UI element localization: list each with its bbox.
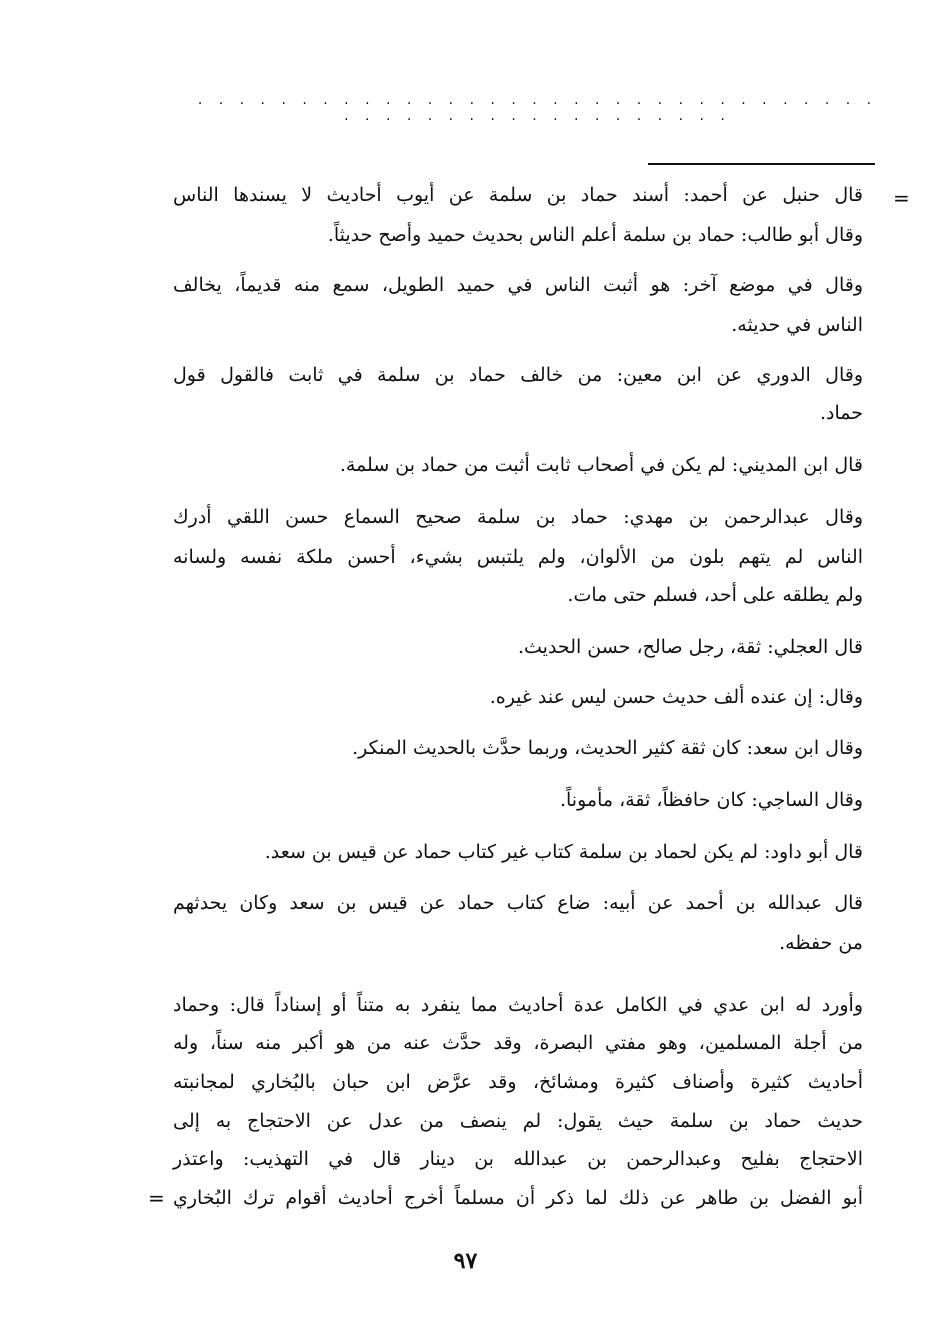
text-line-6: حماد. <box>819 402 863 424</box>
text-line-23: أبو الفضل بن طاهر عن ذلك لما ذكر أن مسلماً أخرج أحاديث أقوام ترك البُخاري <box>173 1187 863 1209</box>
text-line-3: وقال في موضع آخر: هو أثبت الناس في حميد الطويل، سمع منه قديماً، يخالف <box>173 274 863 296</box>
text-line-12: وقال: إن عنده ألف حديث حسن ليس عند غيره. <box>489 686 863 708</box>
text-line-22: الاحتجاج بفليح وعبدالرحمن بن عبدالله بن دينار قال في التهذيب: واعتذر <box>173 1148 863 1170</box>
text-line-17: من حفظه. <box>779 932 863 954</box>
text-line-5: وقال الدوري عن ابن معين: من خالف حماد بن سلمة في ثابت فالقول قول <box>173 364 863 386</box>
page-number: ٩٧ <box>453 1248 478 1274</box>
text-line-2: وقال أبو طالب: حماد بن سلمة أعلم الناس بحديث حميد وأصح حديثاً. <box>327 224 863 246</box>
text-line-4: الناس في حديثه. <box>731 314 863 336</box>
text-line-18: وأورد له ابن عدي في الكامل عدة أحاديث مما ينفرد به متناً أو إسناداً قال: وحماد <box>173 994 863 1016</box>
text-line-7: قال ابن المديني: لم يكن في أصحاب ثابت أثبت من حماد بن سلمة. <box>339 454 863 476</box>
continuation-mark-top: = <box>893 186 910 210</box>
text-line-8: وقال عبدالرحمن بن مهدي: حماد بن سلمة صحيح السماع حسن اللقي أدرك <box>173 506 863 528</box>
continuation-mark-bottom: = <box>148 1186 165 1210</box>
text-line-13: وقال ابن سعد: كان ثقة كثير الحديث، وربما حدَّث بالحديث المنكر. <box>352 737 863 759</box>
text-line-14: وقال الساجي: كان حافظاً، ثقة، مأموناً. <box>559 789 863 811</box>
text-line-10: ولم يطلقه على أحد، فسلم حتى مات. <box>567 584 863 606</box>
text-line-15: قال أبو داود: لم يكن لحماد بن سلمة كتاب غير كتاب حماد عن قيس بن سعد. <box>264 841 863 863</box>
text-line-21: حديث حماد بن سلمة حيث يقول: لم ينصف من عدل عن الاحتجاج به إلى <box>173 1110 863 1132</box>
text-line-1: قال حنبل عن أحمد: أسند حماد بن سلمة عن أيوب أحاديث لا يسندها الناس <box>173 184 863 206</box>
text-line-11: قال العجلي: ثقة، رجل صالح، حسن الحديث. <box>517 636 863 658</box>
text-line-16: قال عبدالله بن أحمد عن أبيه: ضاع كتاب حماد عن قيس بن سعد وكان يحدثهم <box>173 892 863 914</box>
text-line-19: من أجلة المسلمين، وهو مفتي البصرة، وقد حدَّث عنه من هو أكبر منه سناً، وله <box>173 1032 863 1054</box>
footnote-separator-rule <box>648 163 875 165</box>
text-line-9: الناس لم يتهم بلون من الألوان، ولم يلتبس بشيء، أحسن ملكة نفسه ولسانه <box>173 546 863 568</box>
text-line-20: أحاديث كثيرة وأصناف كثيرة ومشائخ، وقد عرَّض ابن حبان بالبُخاري لمجانبته <box>173 1071 863 1093</box>
header-dotted-line: . . . . . . . . . . . . . . . . . . . . . . . . . . . . . . . . . . . . . . . . . . . . . . . . . . . . <box>197 92 878 124</box>
